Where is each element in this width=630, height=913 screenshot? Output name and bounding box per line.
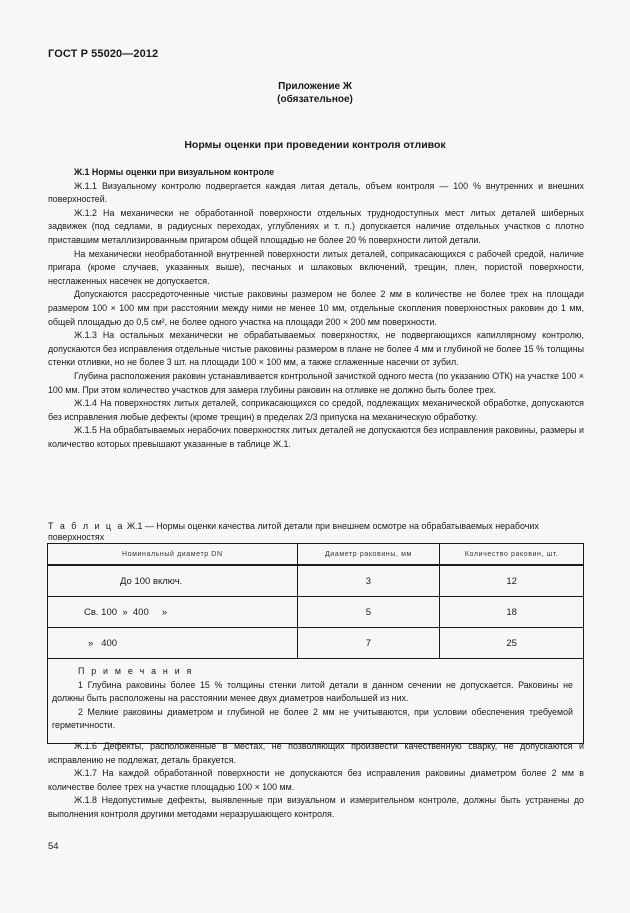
column-header: Количество раковин, шт.: [440, 544, 584, 566]
paragraph: Ж.1.4 На поверхностях литых деталей, соприкасающихся со средой, подлежащих механической обработке, допускаются без исправления любые дефекты (кроме трещин) в пределах 2/3 припуска на механическую обработку.: [48, 398, 584, 422]
column-header: Номинальный диаметр DN: [48, 544, 298, 566]
table-caption-prefix: Т а б л и ц а: [48, 521, 125, 531]
paragraph: Ж.1.1 Визуальному контролю подвергается каждая литая деталь, объем контроля — 100 % внутренних и внешних поверхностей.: [48, 180, 584, 205]
table-row: [48, 565, 584, 597]
table-cell: До 100 включ.: [48, 565, 298, 597]
paragraph: Ж.1.8 Недопустимые дефекты, выявленные при визуальном и измерительном контроле, должны быть устранены до выполнения контроля другими методами неразрушающего контроля.: [48, 795, 584, 819]
appendix-status: (обязательное): [277, 94, 353, 105]
paragraph: Ж.1.2 На механически не обработанной поверхности отдельных труднодоступных мест литых деталей шиберных задвижек (под седлами, в радиусных переходах, углублениях и т. п.) допускается наличие отдельных участков с плотно приставшим металлизированным пригаром общей площадью не более 20 % поверхности литой детали.: [48, 207, 584, 245]
table-row: [48, 628, 584, 659]
defect-table: [47, 543, 584, 744]
table-caption-text: Ж.1 — Нормы оценки качества литой детали при внешнем осмотре на обрабатываемых нерабочих поверхностях: [48, 521, 539, 542]
section-body-continued: [48, 740, 584, 822]
column-header: Диаметр раковины, мм: [297, 544, 440, 566]
paragraph: Глубина расположения раковин устанавливается контрольной зачисткой одного места (по указанию ОТК) на участке 100 × 100 мм. При этом количество участков для замера глубины раковин на отливке не должно быть более трех.: [48, 370, 584, 395]
table-cell: 3: [297, 565, 440, 597]
table-cell: 12: [440, 565, 584, 597]
section-body: [48, 166, 584, 451]
paragraph: Ж.1.3 На остальных механически не обрабатываемых поверхностях, не подвергающихся капиллярному контролю, допускаются без исправления отдельные чистые раковины размером в плане не более 4 мм и глубиной не более 15 % толщины стенки отливки, но не более 3 шт. на площади 100 × 100 мм, а также сглаженные насечки от зубил.: [48, 330, 584, 368]
standard-header: ГОСТ Р 55020—2012: [48, 48, 159, 60]
table-cell: » 400: [48, 628, 298, 659]
notes-heading: П р и м е ч а н и я: [78, 666, 194, 676]
paragraph: На механически необработанной внутренней поверхности литых деталей, соприкасающихся с рабочей средой, наличие пригара (кроме случаев, указанных выше), песчаных и шлаковых включений, трещин, плен, пористой поверхности, несглаженных насечек не допускается.: [48, 248, 584, 286]
paragraph: Ж.1.5 На обрабатываемых нерабочих поверхностях литых деталей не допускаются без исправления раковины, размеры и количество которых превышают указанные в таблице Ж.1.: [48, 425, 584, 449]
appendix-header: [0, 80, 630, 106]
section-heading: Ж.1 Нормы оценки при визуальном контроле: [74, 167, 275, 177]
appendix-label: Приложение Ж: [278, 81, 352, 92]
table-cell: 5: [297, 597, 440, 628]
table-cell: 7: [297, 628, 440, 659]
paragraph: Ж.1.6 Дефекты, расположенные в местах, не позволяющих произвести качественную сварку, не допускаются и исправлению не подлежат, деталь бракуется.: [48, 741, 584, 765]
page-title: Нормы оценки при проведении контроля отливок: [184, 139, 446, 151]
note: 2 Мелкие раковины диаметром и глубиной не более 2 мм не учитываются, при условии обеспечения требуемой герметичности.: [52, 706, 573, 731]
table-row: [48, 597, 584, 628]
table-cell: 18: [440, 597, 584, 628]
note: 1 Глубина раковины более 15 % толщины стенки литой детали в данном сечении не допускается. Раковины не должны быть расположены на расстоянии менее двух диаметров наибольшей из них.: [52, 679, 573, 704]
paragraph: Допускаются рассредоточенные чистые раковины размером не более 2 мм в количестве не более трех на площади размером 100 × 100 мм при расстоянии между ними не менее 10 мм, отдельные скопления поверхностных раковин до 1 мм, общей площадью до 0,5 см², не более одного участка на площади 200 × 200 мм поверхности.: [48, 289, 584, 327]
table-caption: [48, 521, 588, 543]
table-notes: [48, 659, 584, 744]
page-number: 54: [48, 841, 59, 852]
table-cell: 25: [440, 628, 584, 659]
table-notes-row: [48, 659, 584, 744]
table-cell: Св. 100 » 400 »: [48, 597, 298, 628]
paragraph: Ж.1.7 На каждой обработанной поверхности не допускаются без исправления раковины диаметром более 2 мм в количестве более трех на участке площадью 100 × 100 мм.: [48, 768, 584, 792]
